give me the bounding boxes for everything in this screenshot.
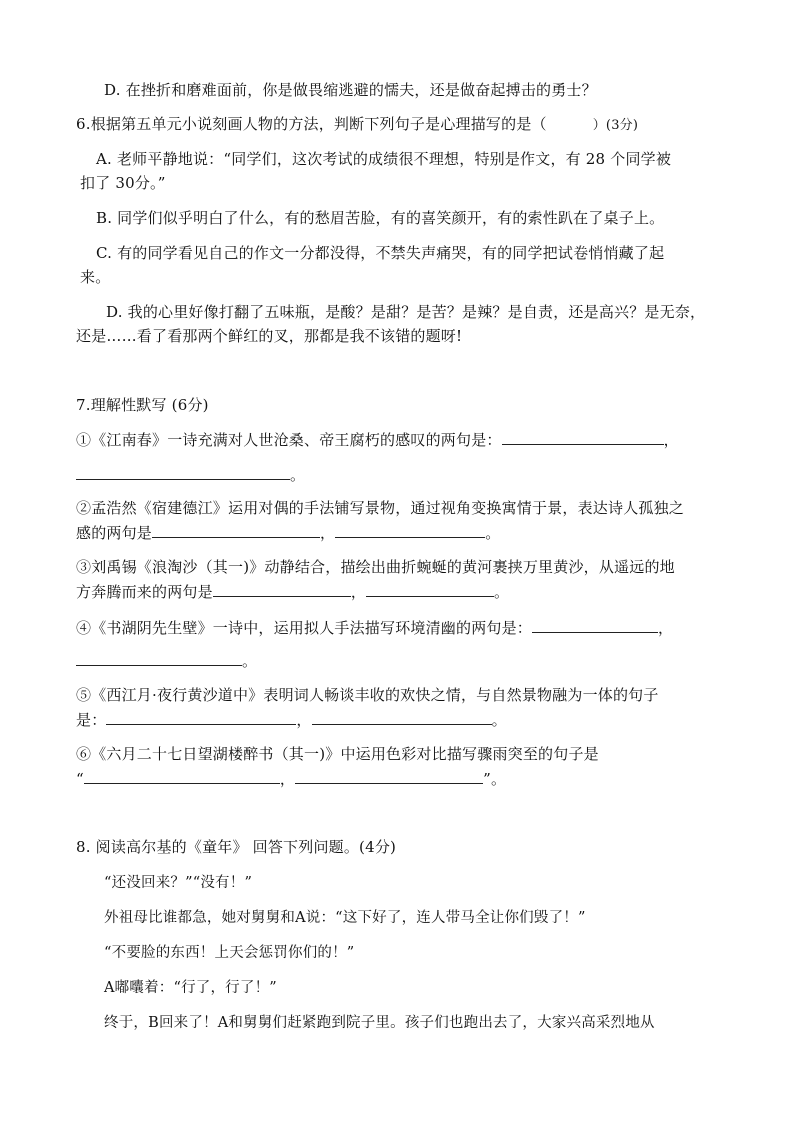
q7-item1-blank1[interactable]	[502, 430, 664, 445]
q7-item3-blank1[interactable]	[213, 582, 351, 597]
q6-option-d-line2: 还是……看了看那两个鲜红的叉，那都是我不该错的题呀!	[76, 327, 463, 345]
period: 。	[494, 583, 510, 601]
comma: ，	[279, 770, 296, 788]
q6-option-a-line1: A. 老师平静地说：“同学们，这次考试的成绩很不理想，特别是作文，有 28 个同学被	[96, 150, 672, 168]
q7-item4-line2	[76, 651, 257, 671]
q7-item5-text: 是：	[76, 711, 107, 729]
comma: ，	[350, 583, 367, 601]
q7-item5-line1: ⑤《西江月·夜行黄沙道中》表明词人畅谈丰收的欢快之情，与自然景物融为一体的句子	[76, 686, 659, 704]
q7-item6-line1: ⑥《六月二十七日望湖楼醉书（其一)》中运用色彩对比描写骤雨突至的句子是	[76, 745, 599, 763]
q6-option-d-line1: D. 我的心里好像打翻了五味瓶，是酸？是甜？是苦？是辣？是自责，还是高兴？是无奈，	[106, 303, 706, 321]
q7-item1-line2	[76, 465, 305, 485]
q7-item6-blank1[interactable]	[84, 769, 280, 784]
comma: ，	[658, 619, 674, 637]
period: 。	[242, 652, 258, 670]
q8-passage-p5: 终于，B回来了！A和舅舅们赶紧跑到院子里。孩子们也跑出去了，大家兴高采烈地从	[104, 1015, 655, 1031]
q7-item1-text: ①《江南春》一诗充满对人世沧桑、帝王腐朽的感叹的两句是：	[76, 431, 502, 449]
q7-item6-blank2[interactable]	[295, 769, 483, 784]
q7-item5-blank1[interactable]	[106, 710, 296, 725]
period: 。	[491, 711, 507, 729]
q7-item4-blank1[interactable]	[532, 618, 658, 633]
q6-stem-text: 6.根据第五单元小说刻画人物的方法，判断下列句子是心理描写的是（	[76, 115, 547, 133]
q5-option-d: D. 在挫折和磨难面前，你是做畏缩逃避的懦夫，还是做奋起搏击的勇士？	[104, 81, 597, 99]
q7-item5-line2	[76, 710, 507, 730]
q6-points: ）(3分)	[592, 118, 639, 133]
q8-passage-p3: “不要脸的东西！上天会惩罚你们的！”	[104, 945, 355, 961]
q7-item1-line1	[76, 430, 679, 450]
q7-item4-text: ④《书湖阴先生壁》一诗中，运用拟人手法描写环境清幽的两句是：	[76, 619, 533, 637]
q7-item5-blank2[interactable]	[312, 710, 492, 725]
comma: ，	[320, 524, 336, 542]
q7-item3-line2	[76, 582, 509, 602]
comma: ，	[296, 711, 312, 729]
q6-option-a-line2: 扣了 30分。”	[80, 174, 166, 192]
q7-item2-text: 感的两句是	[76, 524, 153, 542]
q7-item2-line1: ②孟浩然《宿建德江》运用对偶的手法铺写景物，通过视角变换寓情于景，表达诗人孤独之	[76, 499, 685, 517]
comma: ，	[663, 431, 679, 449]
q7-item3-text: 方奔腾而来的两句是	[76, 583, 213, 601]
open-quote: “	[76, 770, 84, 788]
q7-item6-line2	[76, 769, 506, 789]
q7-item2-blank1[interactable]	[152, 523, 320, 538]
q8-title: 8. 阅读高尔基的《童年》 回答下列问题。(4分)	[76, 838, 397, 856]
q7-title: 7.理解性默写 (6分)	[76, 396, 209, 414]
q6-option-b: B. 同学们似乎明白了什么，有的愁眉苦脸，有的喜笑颜开，有的索性趴在了桌子上。	[96, 209, 665, 227]
q8-passage-p4: A嘟囔着：“行了，行了！”	[104, 980, 277, 996]
q7-item4-line1	[76, 618, 673, 638]
q8-passage-p1: “还没回来？”“没有！”	[104, 875, 253, 891]
q6-option-c-line2: 来。	[80, 268, 111, 286]
q6-option-c-line1: C. 有的同学看见自己的作文一分都没得，不禁失声痛哭，有的同学把试卷悄悄藏了起	[96, 244, 665, 262]
period: 。	[485, 524, 501, 542]
period: 。	[290, 466, 306, 484]
q7-item1-blank2[interactable]	[76, 465, 290, 480]
close-quote: ”。	[483, 770, 507, 788]
q7-item4-blank2[interactable]	[76, 651, 242, 666]
q7-item3-blank2[interactable]	[366, 582, 494, 597]
q7-item3-line1: ③刘禹锡《浪淘沙（其一)》动静结合，描绘出曲折蜿蜒的黄河裹挟万里黄沙，从遥远的地	[76, 558, 675, 576]
q6-stem	[76, 114, 638, 136]
q8-passage-p2: 外祖母比谁都急，她对舅舅和A说：“这下好了，连人带马全让你们毁了！”	[104, 910, 586, 926]
q7-item2-blank2[interactable]	[335, 523, 485, 538]
q7-item2-line2	[76, 523, 500, 543]
